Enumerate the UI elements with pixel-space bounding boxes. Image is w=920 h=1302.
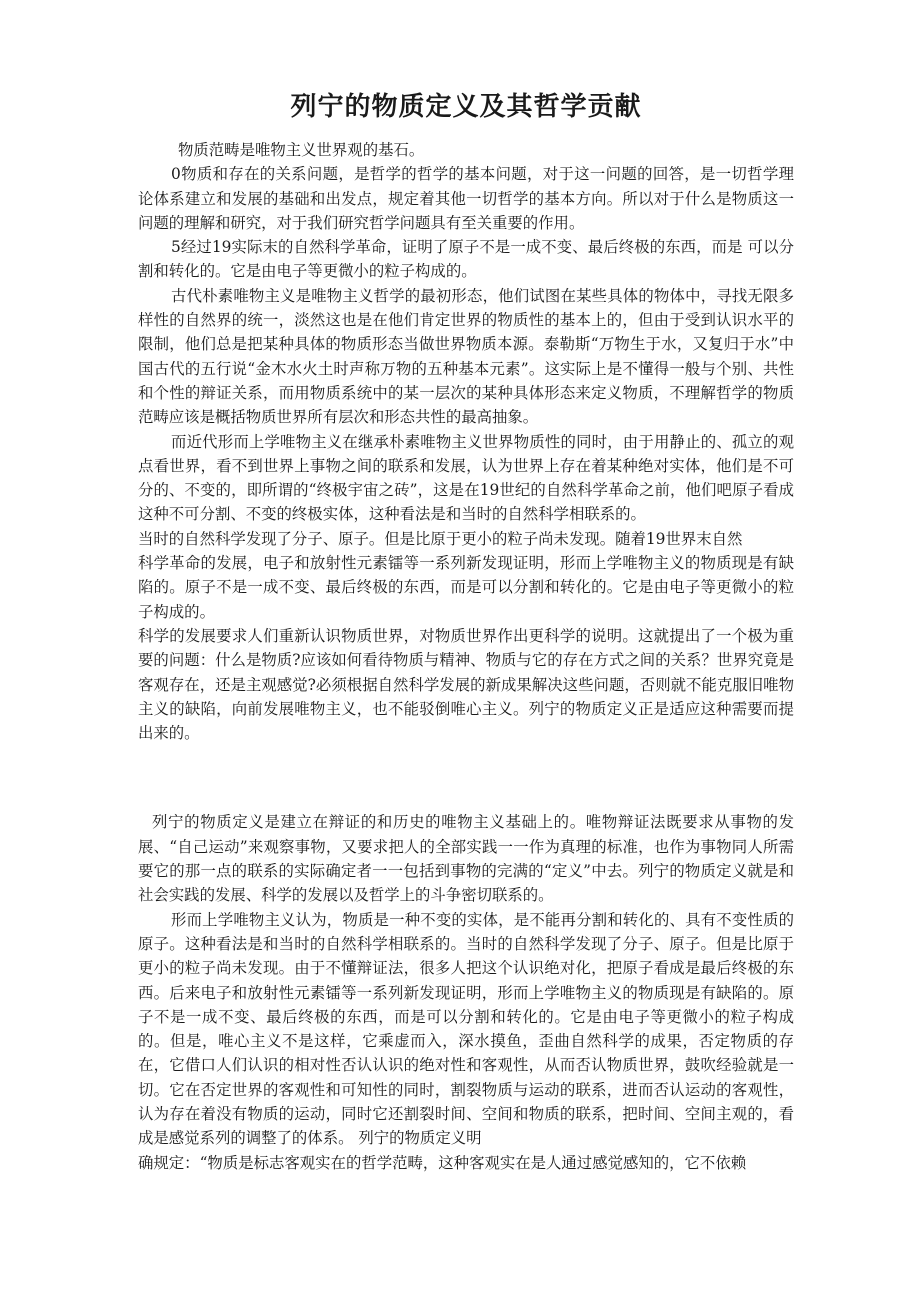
section-gap (138, 745, 794, 810)
document-page (138, 90, 794, 1175)
paragraph-definition-quote: 确规定：“物质是标志客观实在的哲学范畴，这种客观实在是人通过感觉感知的，它不依赖 (138, 1153, 747, 1172)
paragraph-science-revolution-continued: 科学革命的发展，电子和放射性元素镭等一系列新发现证明，形而上学唯物主义的物质现是有缺陷的。原子不是一成不变、最后终极的东西，而是可以分割和转化的。它是由电子等更微小的粒子构成的。 (138, 554, 794, 621)
paragraph-science-revolution: 5经过19实际末的自然科学革命，证明了原子不是一成不变、最后终极的东西，而是 可以分割和转化的。它是由电子等更微小的粒子构成的。 (138, 238, 794, 281)
document-title: 列宁的物质定义及其哲学贡献 (290, 92, 642, 122)
paragraph-basic-question: 0物质和存在的关系问题，是哲学的哲学的基本问题，对于这一问题的回答，是一切哲学理论体系建立和发展的基础和出发点，规定着其他一切哲学的基本方向。所以对于什么是物质这一问题的理解和研究，对于我们研究哲学问题具有至关重要的作用。 (138, 165, 794, 232)
paragraph-intro: 物质范畴是唯物主义世界观的基石。 (178, 141, 425, 159)
paragraph-ancient-materialism: 古代朴素唯物主义是唯物主义哲学的最初形态，他们试图在某些具体的物体中，寻找无限多样性的自然界的统一，淡然这也是在他们肯定世界的物质性的基本上的，但由于受到认识水平的限制，他们总是把某种具体的物质形态当做世界物质本源。泰勒斯“万物生于水，又复归于水”中国古代的五行说“金木水火土时声称万物的五种基本元素”。这实际上是不懂得一般与个别、共性和个性的辩证关系，而用物质系统中的某一层次的某种具体形态来定义物质，不理解哲学的物质范畴应该是概括物质世界所有层次和形态共性的最高抽象。 (138, 286, 794, 427)
paragraph-metaphysical-materialism: 形而上学唯物主义认为，物质是一种不变的实体，是不能再分割和转化的、具有不变性质的原子。这种看法是和当时的自然科学相联系的。当时的自然科学发现了分子、原子。但是比原于更小的粒子尚未发现。由于不懂辩证法，很多人把这个认识绝对化，把原子看成是最后终极的东西。后来电子和放射性元素镭等一系列新发现证明，形而上学唯物主义的物质现是有缺陷的。原子不是一成不变、最后终极的东西，而是可以分割和转化的。它是由电子等更微小的粒子构成的。但是，唯心主义不是这样，它乘虚而入，深水摸鱼，歪曲自然科学的成果，否定物质的存在，它借口人们认识的相对性否认认识的绝对性和客观性，从而否认物质世界，鼓吹经验就是一切。它在否定世界的客观性和可知性的同时，割裂物质与运动的联系，进而否认运动的客观性，认为存在着没有物质的运动，同时它还割裂时间、空间和物质的联系，把时间、空间主观的，看成是感觉系列的调整了的体系。 列宁的物质定义明 (138, 910, 794, 1148)
paragraph-modern-materialism: 而近代形而上学唯物主义在继承朴素唯物主义世界物质性的同时，由于用静止的、孤立的观点看世界，看不到世界上事物之间的联系和发展，认为世界上存在着某种绝对实体，他们是不可分的、不变的，即所谓的“终极宇宙之砖”，这是在19世纪的自然科学革命之前，他们吧原子看成这种不可分割、不变的终极实体，这种看法是和当时的自然科学相联系的。 (138, 432, 794, 524)
paragraph-natural-science-line: 当时的自然科学发现了分子、原子。但是比原于更小的粒子尚未发现。随着19世界末自然 (138, 529, 743, 548)
paragraph-lenin-definition: 列宁的物质定义是建立在辩证的和历史的唯物主义基础上的。唯物辩证法既要求从事物的发展、“自己运动”来观察事物，又要求把人的全部实践一一作为真理的标准，也作为事物同人所需要它的那一点的联系的实际确定者一一包括到事物的完满的“定义”中去。列宁的物质定义就是和社会实践的发展、科学的发展以及哲学上的斗争密切联系的。 (138, 813, 794, 905)
paragraph-science-demands: 科学的发展要求人们重新认识物质世界，对物质世界作出更科学的说明。这就提出了一个极为重要的问题：什么是物质?应该如何看待物质与精神、物质与它的存在方式之间的关系？世界究竟是客观存在，还是主观感觉?必须根据自然科学发展的新成果解决这些问题，否则就不能克服旧唯物主义的缺陷，向前发展唯物主义，也不能驳倒唯心主义。列宁的物质定义正是适应这种需要而提出来的。 (138, 626, 794, 743)
